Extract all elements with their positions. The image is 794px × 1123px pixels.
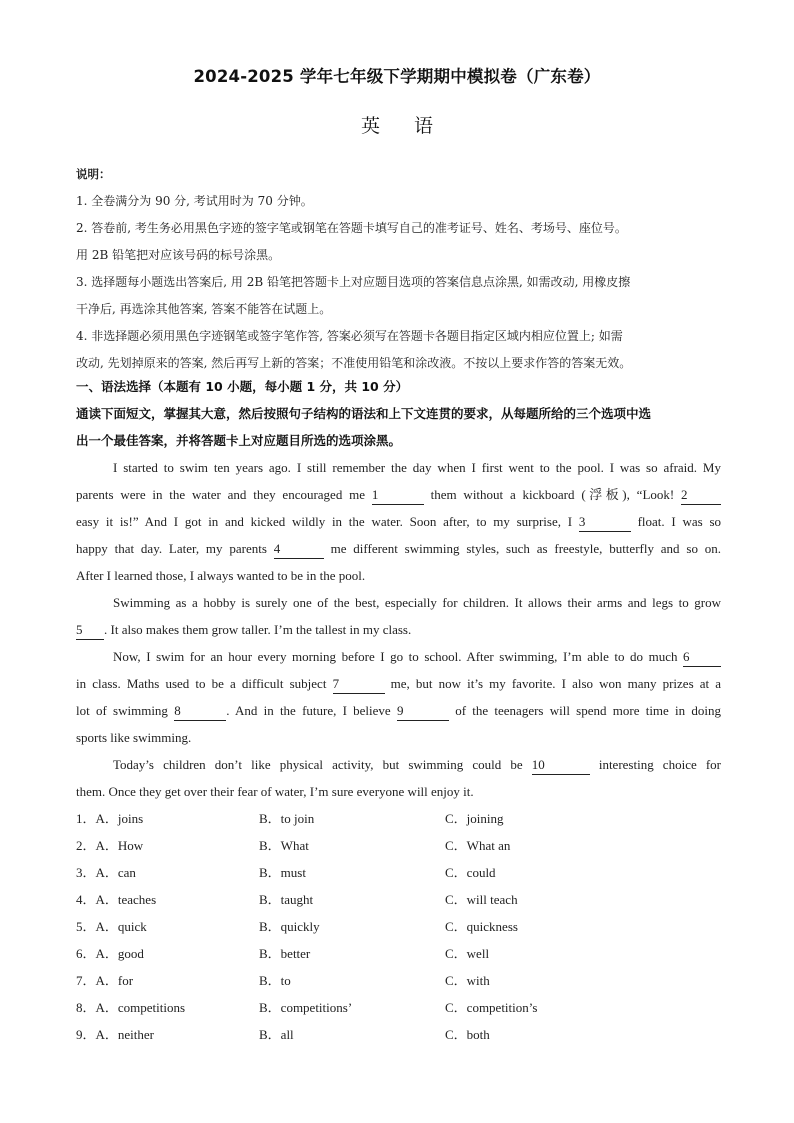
instruction-line: 改动, 先划掉原来的答案, 然后再写上新的答案；不准使用铅笔和涂改液。不按以上要求作答的答案无效。 [76,356,632,370]
blank-3: 3 [579,513,631,532]
option-c: C．could [445,865,496,880]
option-b: B．What [259,838,309,853]
passage-line: Now, I swim for an hour every morning before I go to school. After swimming, I’m able to do much 6 [76,643,721,670]
instruction-line: 4. 非选择题必须用黑色字迹钢笔或签字笔作答, 答案必须写在答题卡各题目指定区域内相应位置上; 如需 [76,329,623,343]
blank-9: 9 [397,702,449,721]
question-options [76,832,721,859]
passage-line: Today’s children don’t like physical activity, but swimming could be 10 interesting choice for [76,751,721,778]
option-c: C．with [445,973,490,988]
option-a: 5．A．quick [76,919,147,934]
passage-line: sports like swimming. [76,730,192,745]
answer-options [76,805,721,1048]
option-b: B．better [259,946,311,961]
option-a: 4．A．teaches [76,892,157,907]
blank-8: 8 [174,702,226,721]
question-options [76,859,721,886]
question-options [76,805,721,832]
section-directions: 出一个最佳答案，并将答题卡上对应题目所选的选项涂黑。 [76,433,402,448]
instruction-line: 干净后, 再选涂其他答案, 答案不能答在试题上。 [76,302,332,316]
instructions-heading: 说明： [76,167,111,181]
option-c: C．competition’s [445,1000,538,1015]
blank-6: 6 [683,648,721,667]
option-c: C．well [445,946,490,961]
option-c: C．What an [445,838,511,853]
option-b: B．to [259,973,291,988]
option-c: C．quickness [445,919,518,934]
question-options [76,1021,721,1048]
blank-2: 2 [681,486,721,505]
passage-line: parents were in the water and they encouraged me 1 them without a kickboard (浮板), “Look! 2 [76,481,721,508]
option-c: C．joining [445,811,504,826]
blank-7: 7 [333,675,385,694]
passage-line: lot of swimming 8 . And in the future, I believe 9 of the teenagers will spend more time in doing [76,697,721,724]
option-a: 9．A．neither [76,1027,154,1042]
instruction-line: 1. 全卷满分为 90 分, 考试用时为 70 分钟。 [76,194,313,208]
option-c: C．will teach [445,892,518,907]
option-a: 6．A．good [76,946,144,961]
passage-line: Swimming as a hobby is surely one of the best, especially for children. It allows their arms and legs to grow [113,595,721,610]
blank-4: 4 [274,540,324,559]
question-options [76,913,721,940]
question-options [76,886,721,913]
option-b: B．taught [259,892,314,907]
option-a: 7．A．for [76,973,134,988]
reading-passage [76,454,721,805]
instruction-line: 用 2B 铅笔把对应该号码的标号涂黑。 [76,248,281,262]
subject-title: 英 语 [360,115,448,137]
option-b: B．to join [259,811,315,826]
instruction-line: 2. 答卷前, 考生务必用黑色字迹的签字笔或钢笔在答题卡填写自己的准考证号、姓名、考场号、座位号。 [76,221,627,235]
passage-line: 5 . It also makes them grow taller. I’m the tallest in my class. [76,616,721,643]
passage-line: I started to swim ten years ago. I still remember the day when I first went to the pool. I was so afraid. My [113,460,721,475]
instruction-line: 3. 选择题每小题选出答案后, 用 2B 铅笔把答题卡上对应题目选项的答案信息点涂黑, 如需改动, 用橡皮擦 [76,275,631,289]
option-b: B．competitions’ [259,1000,353,1015]
passage-line: After I learned those, I always wanted to be in the pool. [76,568,366,583]
question-options [76,940,721,967]
section-directions: 通读下面短文，掌握其大意，然后按照句子结构的语法和上下文连贯的要求，从每题所给的三个选项中选 [76,406,652,421]
option-a: 1．A．joins [76,811,144,826]
blank-1: 1 [372,486,424,505]
question-options [76,994,721,1021]
blank-5: 5 [76,621,104,640]
exam-title: 2024-2025 学年七年级下学期期中模拟卷（广东卷） [193,67,601,86]
question-options [76,967,721,994]
passage-line: in class. Maths used to be a difficult subject 7 me, but now it’s my favorite. I also won many prizes at a [76,670,721,697]
option-b: B．quickly [259,919,320,934]
option-b: B．must [259,865,306,880]
passage-line: them. Once they get over their fear of water, I’m sure everyone will enjoy it. [76,784,474,799]
passage-line: happy that day. Later, my parents 4 me different swimming styles, such as freestyle, butterfly and so on. [76,535,721,562]
passage-line: easy it is!” And I got in and kicked wildly in the water. Soon after, to my surprise, I 3 float. I was so [76,508,721,535]
section-title: 一、语法选择（本题有 10 小题，每小题 1 分，共 10 分） [76,379,409,394]
option-a: 8．A．competitions [76,1000,186,1015]
option-b: B．all [259,1027,294,1042]
blank-10: 10 [532,756,590,775]
option-c: C．both [445,1027,490,1042]
option-a: 3．A．can [76,865,136,880]
option-a: 2．A．How [76,838,144,853]
instructions [76,161,721,377]
